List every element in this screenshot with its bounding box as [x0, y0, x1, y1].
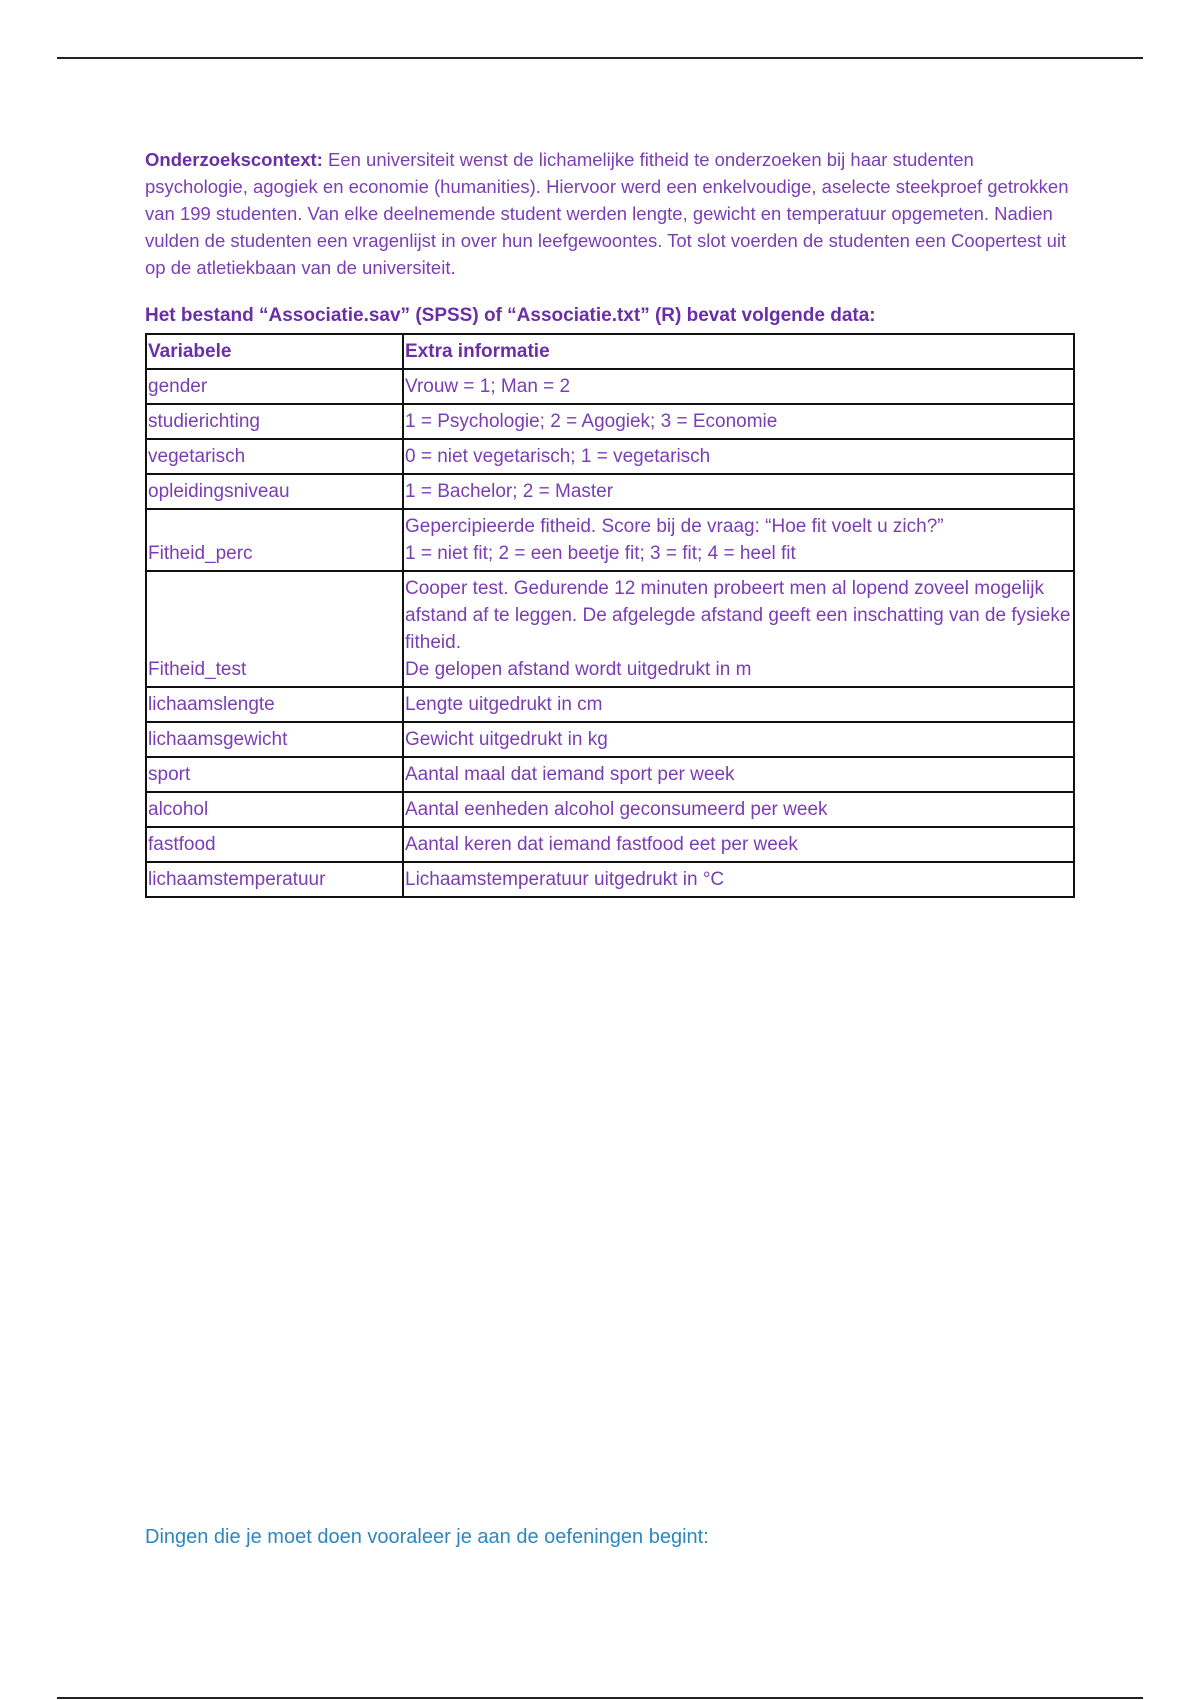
header-rule	[57, 57, 1143, 59]
variable-cell: opleidingsniveau	[146, 474, 403, 509]
extra-info-cell	[403, 369, 1074, 404]
extra-info-cell	[403, 757, 1074, 792]
table-body	[146, 369, 1074, 897]
extra-info-cell	[403, 509, 1074, 571]
variable-cell: lichaamslengte	[146, 687, 403, 722]
extra-info-cell	[403, 827, 1074, 862]
extra-info-line: Aantal keren dat iemand fastfood eet per week	[405, 834, 798, 855]
extra-info-cell	[403, 722, 1074, 757]
document-body	[145, 146, 1075, 898]
variable-cell: lichaamstemperatuur	[146, 862, 403, 897]
extra-info-cell	[403, 687, 1074, 722]
extra-info-line: Gewicht uitgedrukt in kg	[405, 729, 608, 750]
extra-info-cell	[403, 792, 1074, 827]
extra-info-line: Cooper test. Gedurende 12 minuten probeert men al lopend zoveel mogelijk afstand af te leggen. De afgelegde afstand geeft een inschatting van de fysieke fitheid.	[405, 578, 1071, 653]
variable-cell: gender	[146, 369, 403, 404]
extra-info-line: 0 = niet vegetarisch; 1 = vegetarisch	[405, 446, 711, 467]
table-caption: Het bestand “Associatie.sav” (SPSS) of “Associatie.txt” (R) bevat volgende data:	[145, 305, 876, 326]
research-context-text: Een universiteit wenst de lichamelijke fitheid te onderzoeken bij haar studenten psychologie, agogiek en economie (humanities). Hiervoor werd een enkelvoudige, aselecte steekproef getrokken van 199 studenten. Van elke deelnemende student werden lengte, gewicht en temperatuur opgemeten. Nadien vulden de studenten een vragenlijst in over hun leefgewoontes. Tot slot voerden de studenten een Coopertest uit op de atletiekbaan van de universiteit.	[145, 149, 1069, 278]
extra-info-cell	[403, 862, 1074, 897]
extra-info-line: Vrouw = 1; Man = 2	[405, 376, 571, 397]
variable-cell: fastfood	[146, 827, 403, 862]
extra-info-cell	[403, 404, 1074, 439]
extra-info-cell	[403, 439, 1074, 474]
todo-heading: Dingen die je moet doen vooraleer je aan de oefeningen begint:	[145, 1526, 709, 1548]
table-row	[146, 474, 1074, 509]
extra-info-line: 1 = Bachelor; 2 = Master	[405, 481, 614, 502]
table-row	[146, 571, 1074, 687]
variable-cell: studierichting	[146, 404, 403, 439]
extra-info-line: Aantal eenheden alcohol geconsumeerd per week	[405, 799, 828, 820]
footer-rule	[57, 1697, 1143, 1699]
table-row	[146, 369, 1074, 404]
header-variable: Variabele	[146, 334, 403, 369]
table-row	[146, 757, 1074, 792]
extra-info-line: De gelopen afstand wordt uitgedrukt in m	[405, 659, 752, 680]
extra-info-line: Gepercipieerde fitheid. Score bij de vraag: “Hoe fit voelt u zich?”	[405, 516, 944, 537]
extra-info-cell	[403, 474, 1074, 509]
header-extra-info: Extra informatie	[403, 334, 1074, 369]
variable-cell: sport	[146, 757, 403, 792]
extra-info-line: Lichaamstemperatuur uitgedrukt in °C	[405, 869, 725, 890]
table-row	[146, 404, 1074, 439]
table-row	[146, 862, 1074, 897]
table-row	[146, 439, 1074, 474]
table-row	[146, 722, 1074, 757]
table-header-row	[146, 334, 1074, 369]
variables-table	[145, 333, 1075, 898]
variable-cell: Fitheid_perc	[146, 509, 403, 571]
variable-cell: alcohol	[146, 792, 403, 827]
extra-info-cell	[403, 571, 1074, 687]
variable-cell: Fitheid_test	[146, 571, 403, 687]
variable-cell: vegetarisch	[146, 439, 403, 474]
variable-cell: lichaamsgewicht	[146, 722, 403, 757]
table-row	[146, 509, 1074, 571]
table-row	[146, 792, 1074, 827]
table-row	[146, 827, 1074, 862]
extra-info-line: Lengte uitgedrukt in cm	[405, 694, 603, 715]
research-context-label: Onderzoekscontext:	[145, 149, 323, 170]
extra-info-line: 1 = Psychologie; 2 = Agogiek; 3 = Economie	[405, 411, 778, 432]
table-row	[146, 687, 1074, 722]
extra-info-line: 1 = niet fit; 2 = een beetje fit; 3 = fit; 4 = heel fit	[405, 543, 796, 564]
extra-info-line: Aantal maal dat iemand sport per week	[405, 764, 735, 785]
research-context-paragraph	[145, 146, 1075, 281]
